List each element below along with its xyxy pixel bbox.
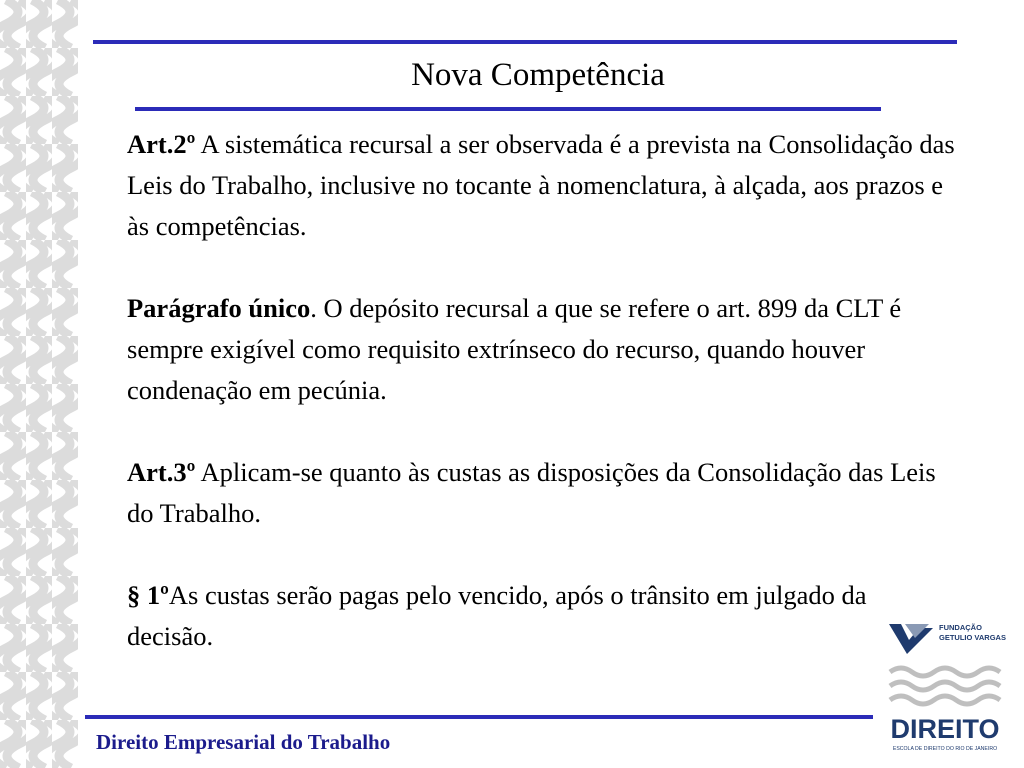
logo-line1: FUNDAÇÃO <box>939 623 982 632</box>
paragraph-label: Art.2º <box>127 129 196 159</box>
paragraph-label: § 1º <box>127 580 169 610</box>
paragraph-paragrafo-unico <box>127 288 957 411</box>
logo-subtitle: ESCOLA DE DIREITO DO RIO DE JANEIRO <box>892 746 998 752</box>
slide-title: Nova Competência <box>411 57 665 93</box>
footer-title: Direito Empresarial do Trabalho <box>96 730 391 754</box>
logo-line2: GETULIO VARGAS <box>939 633 1006 642</box>
logo-waves-icon <box>890 668 1000 704</box>
paragraph-section-1 <box>127 575 957 657</box>
fgv-direito-logo <box>885 610 1010 760</box>
paragraph-art3 <box>127 452 957 534</box>
paragraph-text: As custas serão pagas pelo vencido, após o trânsito em julgado da decisão. <box>127 580 867 651</box>
paragraph-label: Art.3º <box>127 457 196 487</box>
paragraph-text: Aplicam-se quanto às custas as disposições da Consolidação das Leis do Trabalho. <box>127 457 936 528</box>
slide-body <box>127 124 957 657</box>
paragraph-art2 <box>127 124 957 247</box>
top-rule <box>93 40 957 44</box>
footer-rule <box>85 715 873 719</box>
logo-main-text: DIREITO <box>890 714 1000 744</box>
wave-border-decoration <box>0 0 78 768</box>
paragraph-text: . O depósito recursal a que se refere o art. 899 da CLT é sempre exigível como requisito extrínseco do recurso, quando houver condenação em pecúnia. <box>127 293 902 405</box>
title-underline-rule <box>135 107 881 111</box>
paragraph-label: Parágrafo único <box>127 293 311 323</box>
paragraph-text: A sistemática recursal a ser observada é a prevista na Consolidação das Leis do Trabalho, inclusive no tocante à nomenclatura, à alçada, aos prazos e às competências. <box>127 129 955 241</box>
